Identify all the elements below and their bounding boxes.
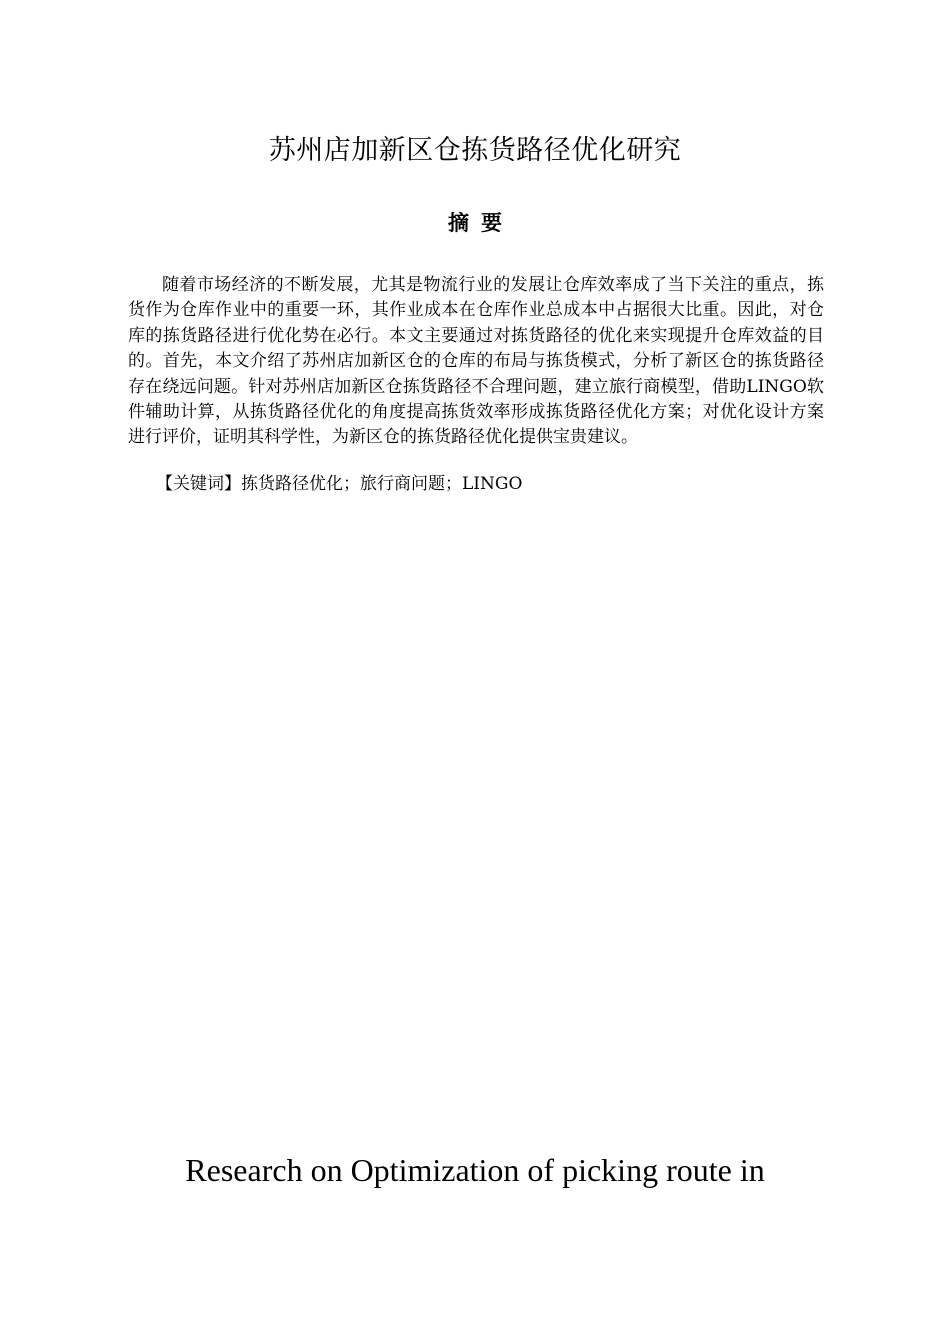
english-title: Research on Optimization of picking route in bbox=[185, 1152, 765, 1188]
chinese-title: 苏州店加新区仓拣货路径优化研究 bbox=[268, 135, 682, 166]
keywords-line: 【关键词】拣货路径优化；旅行商问题；LINGO bbox=[156, 474, 523, 494]
abstract-paragraph: 随着市场经济的不断发展，尤其是物流行业的发展让仓库效率成了当下关注的重点，拣货作为仓库作业中的重要一环，其作业成本在仓库作业总成本中占据很大比重。因此，对仓库的拣货路径进行优化势在必行。本文主要通过对拣货路径的优化来实现提升仓库效益的目的。首先，本文介绍了苏州店加新区仓的仓库的布局与拣货模式，分析了新区仓的拣货路径存在绕远问题。针对苏州店加新区仓拣货路径不合理问题，建立旅行商模型，借助LINGO软件辅助计算，从拣货路径优化的角度提高拣货效率形成拣货路径优化方案；对优化设计方案进行评价，证明其科学性，为新区仓的拣货路径优化提供宝贵建议。 bbox=[128, 275, 824, 448]
abstract-heading: 摘要 bbox=[448, 211, 514, 235]
